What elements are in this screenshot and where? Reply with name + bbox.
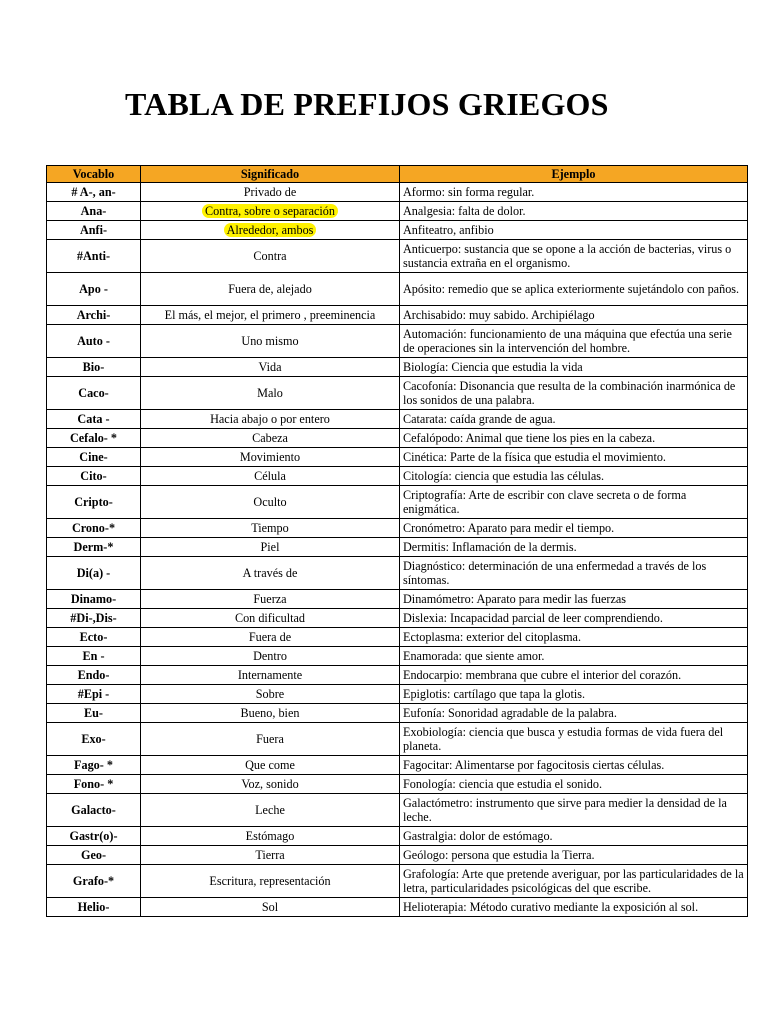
table-row	[47, 538, 748, 557]
cell-vocablo: Geo-	[47, 846, 141, 865]
cell-vocablo: Cefalo- *	[47, 429, 141, 448]
table-row	[47, 865, 748, 898]
cell-ejemplo: Cinética: Parte de la física que estudia el movimiento.	[400, 448, 748, 467]
cell-significado: Cabeza	[141, 429, 400, 448]
cell-vocablo: En -	[47, 647, 141, 666]
cell-vocablo: Derm-*	[47, 538, 141, 557]
table-row	[47, 704, 748, 723]
cell-ejemplo: Fagocitar: Alimentarse por fagocitosis ciertas células.	[400, 756, 748, 775]
cell-significado: Con dificultad	[141, 609, 400, 628]
table-row	[47, 590, 748, 609]
cell-vocablo: Ana-	[47, 202, 141, 221]
cell-ejemplo: Archisabido: muy sabido. Archipiélago	[400, 306, 748, 325]
cell-ejemplo: Geólogo: persona que estudia la Tierra.	[400, 846, 748, 865]
cell-ejemplo: Gastralgia: dolor de estómago.	[400, 827, 748, 846]
table-row	[47, 221, 748, 240]
cell-ejemplo: Dermitis: Inflamación de la dermis.	[400, 538, 748, 557]
table-row	[47, 467, 748, 486]
table-row	[47, 410, 748, 429]
cell-vocablo: Galacto-	[47, 794, 141, 827]
cell-ejemplo: Fonología: ciencia que estudia el sonido.	[400, 775, 748, 794]
cell-significado: Leche	[141, 794, 400, 827]
cell-vocablo: Fono- *	[47, 775, 141, 794]
table-row	[47, 358, 748, 377]
header-vocablo: Vocablo	[47, 166, 141, 183]
cell-ejemplo: Anfiteatro, anfibio	[400, 221, 748, 240]
table-row	[47, 775, 748, 794]
cell-significado: Bueno, bien	[141, 704, 400, 723]
table-row	[47, 685, 748, 704]
cell-significado: Dentro	[141, 647, 400, 666]
table-row	[47, 306, 748, 325]
highlighted-text: Alrededor, ambos	[224, 223, 317, 237]
cell-ejemplo: Eufonía: Sonoridad agradable de la palabra.	[400, 704, 748, 723]
cell-vocablo: Eu-	[47, 704, 141, 723]
cell-significado: Célula	[141, 467, 400, 486]
cell-vocablo: Crono-*	[47, 519, 141, 538]
table-body	[47, 183, 748, 917]
table-row	[47, 647, 748, 666]
cell-vocablo: Endo-	[47, 666, 141, 685]
cell-vocablo: Bio-	[47, 358, 141, 377]
page-title: TABLA DE PREFIJOS GRIEGOS	[125, 86, 609, 122]
cell-ejemplo: Diagnóstico: determinación de una enfermedad a través de los síntomas.	[400, 557, 748, 590]
header-significado: Significado	[141, 166, 400, 183]
table-row	[47, 519, 748, 538]
table-row	[47, 557, 748, 590]
header-ejemplo: Ejemplo	[400, 166, 748, 183]
table-row	[47, 377, 748, 410]
cell-ejemplo: Citología: ciencia que estudia las células.	[400, 467, 748, 486]
table-row	[47, 429, 748, 448]
cell-ejemplo: Endocarpio: membrana que cubre el interior del corazón.	[400, 666, 748, 685]
cell-ejemplo: Epiglotis: cartílago que tapa la glotis.	[400, 685, 748, 704]
cell-significado: Fuera de, alejado	[141, 273, 400, 306]
cell-significado: Sol	[141, 898, 400, 917]
table-row	[47, 846, 748, 865]
cell-vocablo: Auto -	[47, 325, 141, 358]
cell-ejemplo: Analgesia: falta de dolor.	[400, 202, 748, 221]
cell-ejemplo: Grafología: Arte que pretende averiguar, por las particularidades de la letra, particularidades psicológicas del que escribe.	[400, 865, 748, 898]
cell-significado: Privado de	[141, 183, 400, 202]
cell-vocablo: Cripto-	[47, 486, 141, 519]
table-row	[47, 723, 748, 756]
cell-significado: Hacia abajo o por entero	[141, 410, 400, 429]
cell-ejemplo: Apósito: remedio que se aplica exteriormente sujetándolo con paños.	[400, 273, 748, 306]
cell-ejemplo: Anticuerpo: sustancia que se opone a la acción de bacterias, virus o sustancia extraña en el organismo.	[400, 240, 748, 273]
cell-vocablo: Cito-	[47, 467, 141, 486]
cell-vocablo: Archi-	[47, 306, 141, 325]
cell-significado	[141, 221, 400, 240]
cell-significado: Sobre	[141, 685, 400, 704]
cell-vocablo: Cine-	[47, 448, 141, 467]
cell-vocablo: #Anti-	[47, 240, 141, 273]
cell-significado: Estómago	[141, 827, 400, 846]
cell-significado: Oculto	[141, 486, 400, 519]
cell-ejemplo: Enamorada: que siente amor.	[400, 647, 748, 666]
cell-significado: Fuerza	[141, 590, 400, 609]
cell-vocablo: Caco-	[47, 377, 141, 410]
table-row	[47, 240, 748, 273]
cell-ejemplo: Helioterapia: Método curativo mediante la exposición al sol.	[400, 898, 748, 917]
cell-vocablo: Ecto-	[47, 628, 141, 647]
cell-vocablo: Fago- *	[47, 756, 141, 775]
cell-significado: Movimiento	[141, 448, 400, 467]
cell-vocablo: Helio-	[47, 898, 141, 917]
cell-significado: Que come	[141, 756, 400, 775]
cell-significado	[141, 202, 400, 221]
cell-significado: El más, el mejor, el primero , preeminencia	[141, 306, 400, 325]
cell-vocablo: Apo -	[47, 273, 141, 306]
cell-significado: Internamente	[141, 666, 400, 685]
cell-ejemplo: Cronómetro: Aparato para medir el tiempo.	[400, 519, 748, 538]
cell-significado: Tierra	[141, 846, 400, 865]
cell-ejemplo: Cefalópodo: Animal que tiene los pies en la cabeza.	[400, 429, 748, 448]
table-row	[47, 325, 748, 358]
table-row	[47, 486, 748, 519]
table-row	[47, 628, 748, 647]
cell-ejemplo: Ectoplasma: exterior del citoplasma.	[400, 628, 748, 647]
cell-significado: Contra	[141, 240, 400, 273]
cell-vocablo: Di(a) -	[47, 557, 141, 590]
table-row	[47, 898, 748, 917]
table-row	[47, 827, 748, 846]
table-row	[47, 448, 748, 467]
cell-vocablo: Cata -	[47, 410, 141, 429]
highlighted-text: Contra, sobre o separación	[202, 204, 338, 218]
cell-significado: Fuera de	[141, 628, 400, 647]
table-row	[47, 794, 748, 827]
cell-vocablo: # A-, an-	[47, 183, 141, 202]
table-row	[47, 609, 748, 628]
cell-ejemplo: Aformo: sin forma regular.	[400, 183, 748, 202]
cell-significado: Voz, sonido	[141, 775, 400, 794]
table-row	[47, 666, 748, 685]
cell-vocablo: #Epi -	[47, 685, 141, 704]
cell-significado: Fuera	[141, 723, 400, 756]
cell-ejemplo: Biología: Ciencia que estudia la vida	[400, 358, 748, 377]
cell-ejemplo: Dinamómetro: Aparato para medir las fuerzas	[400, 590, 748, 609]
cell-ejemplo: Exobiología: ciencia que busca y estudia formas de vida fuera del planeta.	[400, 723, 748, 756]
cell-significado: Uno mismo	[141, 325, 400, 358]
cell-significado: Piel	[141, 538, 400, 557]
cell-significado: A través de	[141, 557, 400, 590]
cell-ejemplo: Galactómetro: instrumento que sirve para medier la densidad de la leche.	[400, 794, 748, 827]
cell-significado: Malo	[141, 377, 400, 410]
prefix-table	[46, 165, 748, 917]
cell-vocablo: Anfi-	[47, 221, 141, 240]
cell-vocablo: #Di-,Dis-	[47, 609, 141, 628]
cell-vocablo: Grafo-*	[47, 865, 141, 898]
cell-vocablo: Dinamo-	[47, 590, 141, 609]
cell-ejemplo: Automación: funcionamiento de una máquina que efectúa una serie de operaciones sin la intervención del hombre.	[400, 325, 748, 358]
cell-ejemplo: Catarata: caída grande de agua.	[400, 410, 748, 429]
table-row	[47, 183, 748, 202]
table-row	[47, 756, 748, 775]
table-row	[47, 202, 748, 221]
cell-ejemplo: Criptografía: Arte de escribir con clave secreta o de forma enigmática.	[400, 486, 748, 519]
cell-ejemplo: Dislexia: Incapacidad parcial de leer comprendiendo.	[400, 609, 748, 628]
cell-significado: Escritura, representación	[141, 865, 400, 898]
cell-vocablo: Gastr(o)-	[47, 827, 141, 846]
table-row	[47, 273, 748, 306]
cell-significado: Tiempo	[141, 519, 400, 538]
table-header-row	[47, 166, 748, 183]
cell-ejemplo: Cacofonía: Disonancia que resulta de la combinación inarmónica de los sonidos de una palabra.	[400, 377, 748, 410]
cell-significado: Vida	[141, 358, 400, 377]
cell-vocablo: Exo-	[47, 723, 141, 756]
